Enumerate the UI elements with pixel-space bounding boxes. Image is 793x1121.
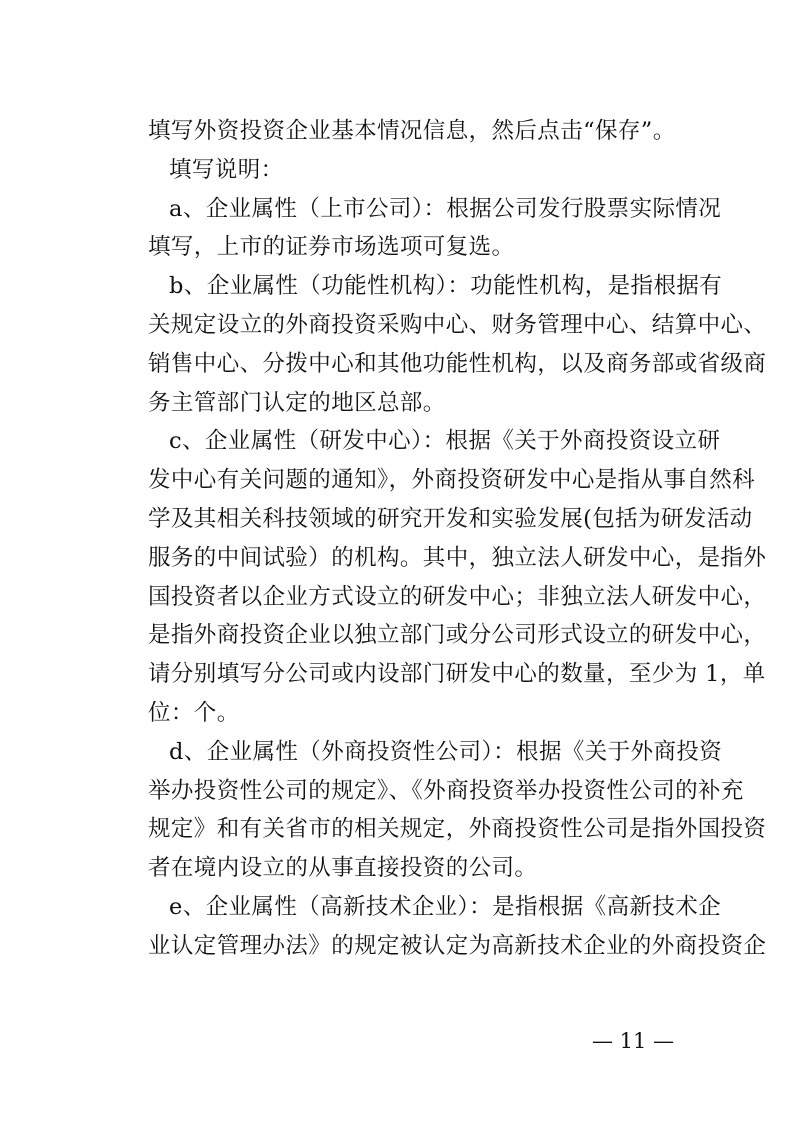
text-line: 请分别填写分公司或内设部门研发中心的数量，至少为 1，单 bbox=[148, 661, 766, 688]
page-number: — 11 — bbox=[592, 1029, 675, 1053]
text-line: d、企业属性（外商投资性公司）：根据《关于外商投资 bbox=[169, 738, 723, 765]
text-line: 规定》和有关省市的相关规定，外商投资性公司是指外国投资 bbox=[148, 816, 767, 843]
text-line: 者在境内设立的从事直接投资的公司。 bbox=[148, 855, 538, 882]
text-line: b、企业属性（功能性机构）：功能性机构，是指根据有 bbox=[169, 273, 723, 300]
text-line: 举办投资性公司的规定》、《外商投资举办投资性公司的补充 bbox=[148, 777, 744, 804]
text-line: 销售中心、分拨中心和其他功能性机构，以及商务部或省级商 bbox=[148, 350, 767, 377]
text-line: 位：个。 bbox=[148, 699, 240, 726]
text-line: 业认定管理办法》的规定被认定为高新技术企业的外商投资企 bbox=[148, 932, 767, 959]
text-line: 国投资者以企业方式设立的研发中心；非独立法人研发中心， bbox=[148, 583, 767, 610]
text-line: 务主管部门认定的地区总部。 bbox=[148, 389, 446, 416]
text-line: a、企业属性（上市公司）：根据公司发行股票实际情况 bbox=[169, 195, 722, 222]
text-line: 关规定设立的外商投资采购中心、财务管理中心、结算中心、 bbox=[148, 311, 767, 338]
text-line: 填写，上市的证券市场选项可复选。 bbox=[148, 234, 515, 261]
text-line: c、企业属性（研发中心）：根据《关于外商投资设立研 bbox=[169, 428, 721, 455]
text-line: 填写说明： bbox=[169, 156, 284, 183]
text-line: 是指外商投资企业以独立部门或分公司形式设立的研发中心， bbox=[148, 622, 767, 649]
body-text bbox=[148, 112, 767, 966]
text-line: 填写外资投资企业基本情况信息，然后点击“保存”。 bbox=[148, 118, 676, 144]
text-line: 发中心有关问题的通知》，外商投资研发中心是指从事自然科 bbox=[148, 467, 756, 494]
text-line: e、企业属性（高新技术企业）：是指根据《高新技术企 bbox=[169, 893, 722, 920]
text-line: 服务的中间试验）的机构。其中，独立法人研发中心，是指外 bbox=[148, 544, 767, 571]
text-line: 学及其相关科技领域的研究开发和实验发展(包括为研发活动 bbox=[148, 505, 753, 532]
